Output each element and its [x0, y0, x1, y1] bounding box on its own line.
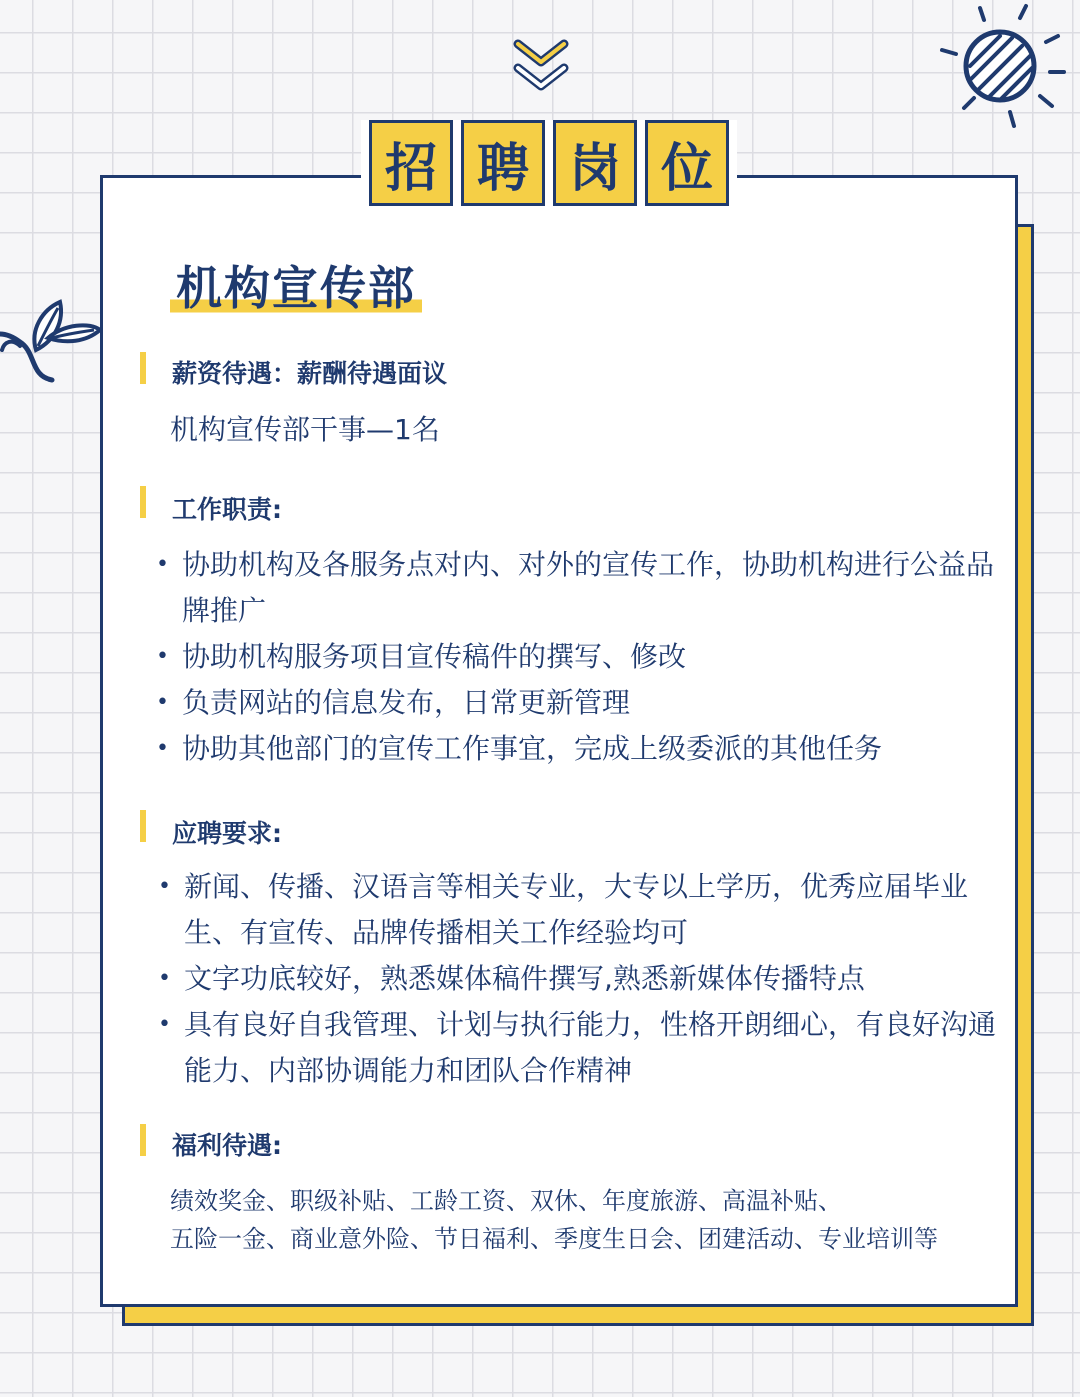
- department-title: 机构宣传部: [170, 252, 422, 318]
- page-title: [361, 120, 737, 206]
- benefits-line: 绩效奖金、职级补贴、工龄工资、双休、年度旅游、高温补贴、: [170, 1187, 842, 1215]
- list-item: • 协助机构服务项目宣传稿件的撰写、修改: [156, 634, 1001, 680]
- benefits-text: [170, 1182, 938, 1258]
- list-item: • 具有良好自我管理、计划与执行能力，性格开朗细心，有良好沟通能力、内部协调能力和团队合作精神: [158, 1002, 1003, 1094]
- section-marker: [140, 810, 146, 842]
- requirements-heading: 应聘要求:: [172, 819, 282, 848]
- list-item: • 协助机构及各服务点对内、对外的宣传工作，协助机构进行公益品牌推广: [156, 542, 1001, 634]
- sprout-icon: [0, 280, 110, 390]
- duties-list: [156, 542, 1001, 772]
- title-char: 招: [369, 120, 453, 206]
- list-item: • 协助其他部门的宣传工作事宜，完成上级委派的其他任务: [156, 726, 1001, 772]
- requirements-list: [158, 864, 1003, 1094]
- title-char: 位: [645, 120, 729, 206]
- list-item: • 文字功底较好，熟悉媒体稿件撰写,熟悉新媒体传播特点: [158, 956, 1003, 1002]
- benefits-line: 五险一金、商业意外险、节日福利、季度生日会、团建活动、专业培训等: [170, 1225, 938, 1253]
- title-char: 岗: [553, 120, 637, 206]
- benefits-heading: 福利待遇:: [172, 1131, 282, 1160]
- position-count: 机构宣传部干事—1名: [170, 413, 440, 446]
- double-chevron-down-icon: [510, 36, 572, 98]
- list-item: • 新闻、传播、汉语言等相关专业，大专以上学历，优秀应届毕业生、有宣传、品牌传播相关工作经验均可: [158, 864, 1003, 956]
- section-marker: [140, 352, 146, 384]
- sun-icon: [930, 0, 1080, 135]
- duties-heading: 工作职责:: [172, 495, 282, 524]
- list-item: • 负责网站的信息发布，日常更新管理: [156, 680, 1001, 726]
- salary-heading: 薪资待遇：薪酬待遇面议: [172, 359, 448, 388]
- title-char: 聘: [461, 120, 545, 206]
- section-marker: [140, 1124, 146, 1156]
- section-marker: [140, 486, 146, 518]
